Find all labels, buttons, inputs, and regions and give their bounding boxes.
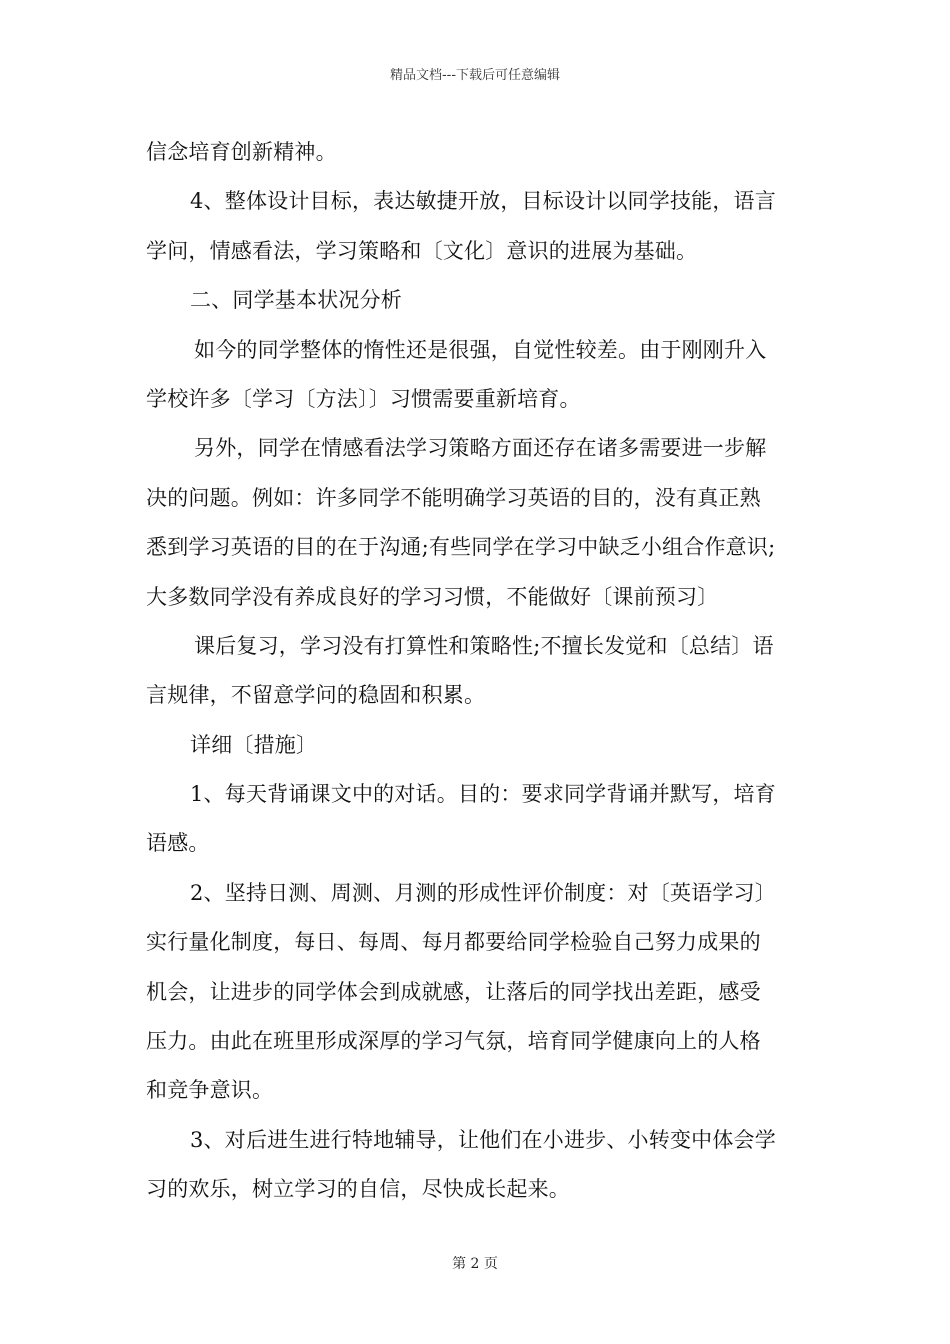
- section-heading: 详细〔措施〕: [190, 732, 318, 757]
- text-line: 决的问题。例如：许多同学不能明确学习英语的目的，没有真正熟: [146, 485, 761, 510]
- text-line: 信念培育创新精神。: [146, 140, 337, 164]
- text-line: 另外，同学在情感看法学习策略方面还存在诸多需要进一步解: [194, 436, 767, 461]
- document-body: [146, 128, 816, 1215]
- page-header: 精品文档---下载后可任意编辑: [389, 68, 561, 83]
- text-line: 学校许多〔学习〔方法〕〕习惯需要重新培育。: [146, 386, 581, 411]
- text-line: 机会，让进步的同学体会到成就感，让落后的同学找出差距，感受: [146, 979, 761, 1004]
- text-line: 悉到学习英语的目的在于沟通;有些同学在学习中缺乏小组合作意识;: [146, 535, 776, 560]
- text-line: 言规律，不留意学问的稳固和积累。: [146, 683, 486, 708]
- text-line: 大多数同学没有养成良好的学习习惯，不能做好〔课前预习〕: [146, 584, 719, 609]
- text-line: 学问，情感看法，学习策略和〔文化〕意识的进展为基础。: [146, 238, 698, 263]
- text-line: 如今的同学整体的惰性还是很强，自觉性较差。由于刚刚升入: [194, 337, 767, 362]
- text-line: 课后复习，学习没有打算性和策略性;不擅长发觉和〔总结〕语: [194, 633, 774, 658]
- text-line: 3、对后进生进行特地辅导，让他们在小进步、小转变中体会学: [190, 1127, 776, 1152]
- text-line: 1、每天背诵课文中的对话。目的：要求同学背诵并默写，培育: [190, 782, 776, 807]
- text-line: 实行量化制度，每日、每周、每月都要给同学检验自己努力成果的: [146, 930, 761, 955]
- page-number: 第 2 页: [452, 1256, 498, 1272]
- text-line: 习的欢乐，树立学习的自信，尽快成长起来。: [146, 1177, 570, 1202]
- text-line: 语感。: [146, 831, 210, 856]
- section-heading: 二、同学基本状况分析: [190, 288, 402, 313]
- text-line: 压力。由此在班里形成深厚的学习气氛，培育同学健康向上的人格: [146, 1029, 761, 1054]
- text-line: 2、坚持日测、周测、月测的形成性评价制度：对〔英语学习〕: [190, 880, 776, 905]
- text-line: 4、整体设计目标，表达敏捷开放，目标设计以同学技能，语言: [190, 189, 776, 214]
- text-line: 和竞争意识。: [146, 1078, 274, 1103]
